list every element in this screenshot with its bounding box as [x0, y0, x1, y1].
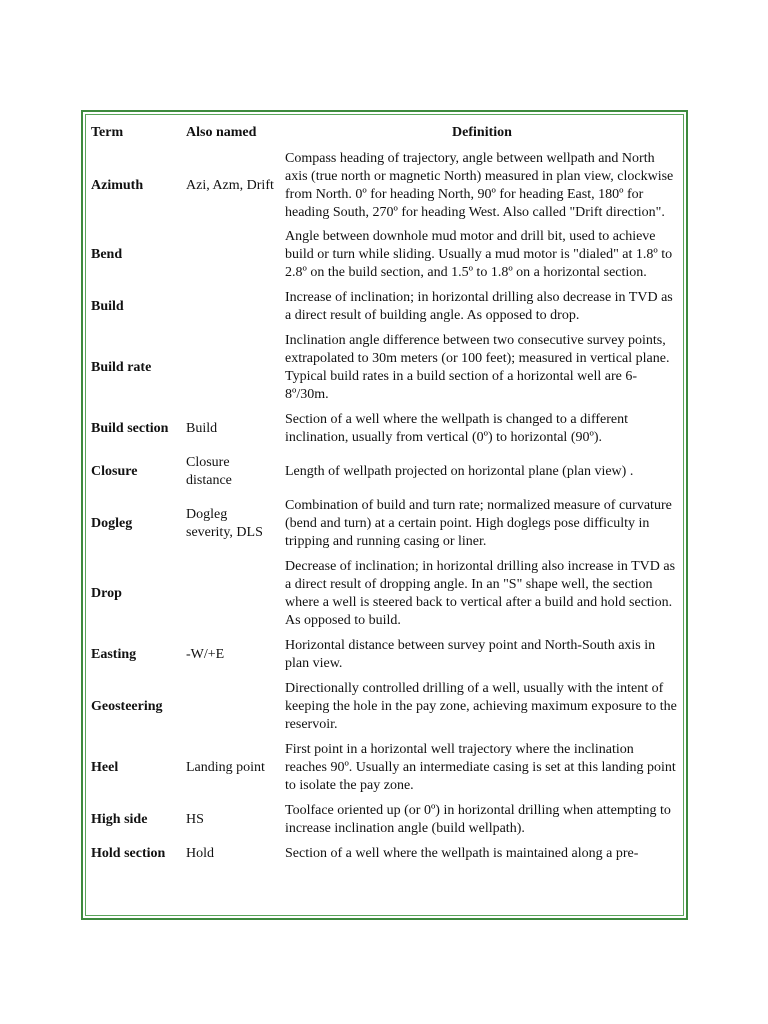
- definition-cell: Angle between downhole mud motor and drill bit, used to achieve build or turn while sliding. Usually a mud motor is "dialed" at 1.8º to 2.8º on the build section, and 1.5º to 1.8º on a horizontal section.: [285, 229, 673, 280]
- definition-cell: Section of a well where the wellpath is changed to a different inclination, usually from vertical (0º) to horizontal (90º).: [285, 412, 629, 445]
- term-cell: Bend: [91, 247, 123, 262]
- also-named-cell: Closure distance: [186, 455, 232, 488]
- header-definition: Definition: [452, 125, 512, 140]
- definition-cell: Length of wellpath projected on horizontal plane (plan view) .: [285, 464, 634, 479]
- glossary-inner-border: [85, 114, 684, 916]
- definition-cell: Toolface oriented up (or 0º) in horizontal drilling when attempting to increase inclination angle (build wellpath).: [285, 803, 671, 836]
- definition-cell: Combination of build and turn rate; normalized measure of curvature (bend and turn) at a certain point. High doglegs pose difficulty in tripping and running casing or liner.: [285, 498, 672, 549]
- term-cell: Drop: [91, 586, 122, 601]
- term-cell: Build rate: [91, 360, 152, 375]
- table-row: [86, 408, 683, 451]
- table-row: [86, 329, 683, 408]
- term-cell: Dogleg: [91, 516, 133, 531]
- also-named-cell: Hold: [186, 846, 214, 861]
- table-row: [86, 225, 683, 286]
- definition-cell: Horizontal distance between survey point and North-South axis in plan view.: [285, 638, 656, 671]
- term-cell: Easting: [91, 647, 137, 662]
- definition-cell: Inclination angle difference between two consecutive survey points, extrapolated to 30m meters (or 100 feet); measured in vertical plane. Typical build rates in a build section of a horizontal well are 6-8º/30m.: [285, 333, 670, 402]
- table-row: [86, 677, 683, 738]
- definition-cell: First point in a horizontal well trajectory where the inclination reaches 90º. Usually an intermediate casing is set at this landing point to isolate the pay zone.: [285, 742, 676, 793]
- table-row: [86, 286, 683, 329]
- term-cell: Hold section: [91, 846, 166, 861]
- table-row: [86, 799, 683, 842]
- table-row: [86, 148, 683, 225]
- definition-cell: Section of a well where the wellpath is maintained along a pre-: [285, 846, 639, 861]
- definition-cell: Increase of inclination; in horizontal drilling also decrease in TVD as a direct result of building angle. As opposed to drop.: [285, 290, 673, 323]
- term-cell: Build: [91, 299, 124, 314]
- definition-cell: Decrease of inclination; in horizontal drilling also increase in TVD as a direct result of dropping angle. In an "S" shape well, the section where a well is steered back to vertical after a build and hold section. As opposed to build.: [285, 559, 676, 628]
- glossary-frame: [81, 110, 688, 920]
- table-row: [86, 494, 683, 555]
- also-named-cell: [181, 329, 280, 408]
- header-row: [86, 115, 683, 148]
- also-named-cell: Landing point: [186, 760, 265, 775]
- table-row: [86, 451, 683, 494]
- table-row: [86, 555, 683, 634]
- definition-cell: Directionally controlled drilling of a well, usually with the intent of keeping the hole in the pay zone, achieving maximum exposure to the reservoir.: [285, 681, 677, 732]
- term-cell: Geosteering: [91, 699, 163, 714]
- header-also-named: Also named: [186, 125, 257, 140]
- header-term: Term: [91, 125, 124, 140]
- also-named-cell: Dogleg severity, DLS: [186, 507, 263, 540]
- definition-cell: Compass heading of trajectory, angle between wellpath and North axis (true north or magnetic North) measured in plan view, clockwise from North. 0º for heading North, 90º for heading East, 180º for heading South, 270º for heading West. Also called "Drift direction".: [285, 151, 674, 220]
- table-row: [86, 738, 683, 799]
- also-named-cell: -W/+E: [186, 647, 225, 662]
- also-named-cell: [181, 225, 280, 286]
- term-cell: Build section: [91, 421, 169, 436]
- also-named-cell: [181, 677, 280, 738]
- table-row: [86, 842, 683, 867]
- glossary-table: [86, 115, 683, 867]
- also-named-cell: [181, 286, 280, 329]
- table-row: [86, 634, 683, 677]
- also-named-cell: Build: [186, 421, 218, 436]
- term-cell: High side: [91, 812, 148, 827]
- also-named-cell: [181, 555, 280, 634]
- term-cell: Azimuth: [91, 178, 144, 193]
- term-cell: Closure: [91, 464, 138, 479]
- also-named-cell: HS: [186, 812, 204, 827]
- also-named-cell: Azi, Azm, Drift: [186, 178, 274, 193]
- term-cell: Heel: [91, 760, 119, 775]
